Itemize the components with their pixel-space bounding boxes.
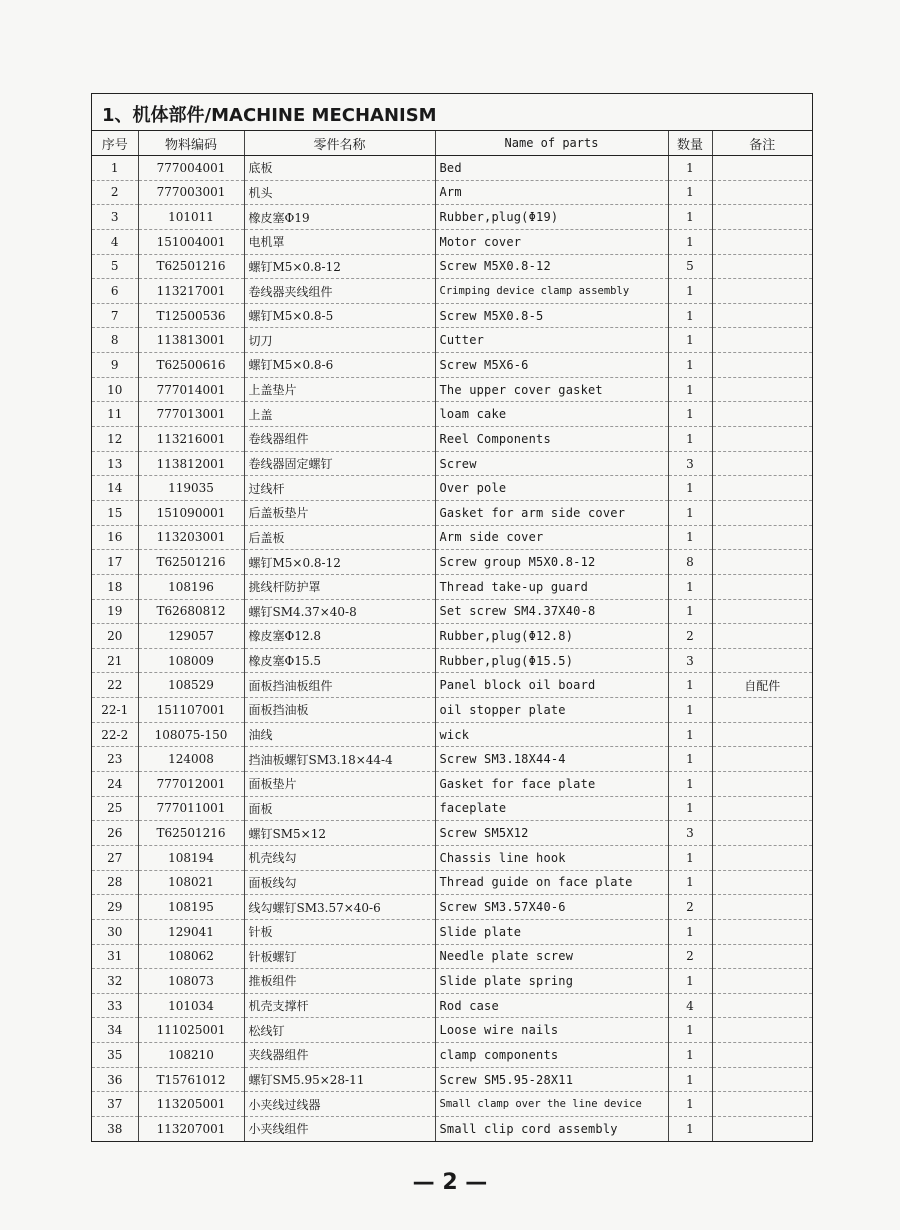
cell-qty: 3	[668, 821, 712, 846]
cell-code: 108210	[138, 1043, 244, 1068]
cell-qty: 1	[668, 229, 712, 254]
cell-note	[712, 1116, 812, 1140]
cell-code: 113207001	[138, 1116, 244, 1140]
cell-note	[712, 451, 812, 476]
cell-note	[712, 870, 812, 895]
cell-code: 777014001	[138, 377, 244, 402]
cell-cn-name: 面板挡油板组件	[244, 673, 435, 698]
cell-en-name: Screw M5X0.8-5	[435, 303, 668, 328]
cell-cn-name: 挑线杆防护罩	[244, 574, 435, 599]
cell-en-name: Rod case	[435, 993, 668, 1018]
cell-en-name: Screw SM5.95-28X11	[435, 1067, 668, 1092]
cell-no: 34	[92, 1018, 138, 1043]
cell-qty: 1	[668, 1067, 712, 1092]
cell-no: 24	[92, 772, 138, 797]
cell-en-name: Arm	[435, 180, 668, 205]
cell-cn-name: 橡皮塞Φ12.8	[244, 624, 435, 649]
cell-cn-name: 螺钉SM4.37×40-8	[244, 599, 435, 624]
cell-note	[712, 427, 812, 452]
cell-cn-name: 后盖板垫片	[244, 500, 435, 525]
cell-cn-name: 橡皮塞Φ19	[244, 205, 435, 230]
cell-note	[712, 156, 812, 181]
table-row	[92, 254, 812, 279]
cell-cn-name: 卷线器组件	[244, 427, 435, 452]
cell-note	[712, 747, 812, 772]
cell-en-name: Screw	[435, 451, 668, 476]
cell-qty: 1	[668, 599, 712, 624]
cell-note	[712, 476, 812, 501]
cell-note	[712, 279, 812, 304]
cell-code: T15761012	[138, 1067, 244, 1092]
cell-note	[712, 254, 812, 279]
table-row	[92, 180, 812, 205]
table-row	[92, 944, 812, 969]
cell-no: 5	[92, 254, 138, 279]
cell-cn-name: 电机罩	[244, 229, 435, 254]
cell-en-name: Screw M5X6-6	[435, 353, 668, 378]
cell-code: T62500616	[138, 353, 244, 378]
table-row	[92, 525, 812, 550]
cell-no: 27	[92, 845, 138, 870]
header-no: 序号	[92, 131, 138, 156]
cell-no: 15	[92, 500, 138, 525]
cell-en-name: Small clip cord assembly	[435, 1116, 668, 1140]
cell-qty: 1	[668, 180, 712, 205]
cell-qty: 8	[668, 550, 712, 575]
cell-cn-name: 针板螺钉	[244, 944, 435, 969]
table-row	[92, 722, 812, 747]
cell-qty: 1	[668, 303, 712, 328]
cell-qty: 2	[668, 624, 712, 649]
cell-en-name: Cutter	[435, 328, 668, 353]
cell-note	[712, 895, 812, 920]
cell-cn-name: 切刀	[244, 328, 435, 353]
cell-no: 8	[92, 328, 138, 353]
cell-code: 108194	[138, 845, 244, 870]
table-row	[92, 353, 812, 378]
cell-en-name: loam cake	[435, 402, 668, 427]
cell-qty: 1	[668, 919, 712, 944]
table-row	[92, 1092, 812, 1117]
cell-note	[712, 1067, 812, 1092]
cell-note	[712, 772, 812, 797]
cell-qty: 1	[668, 156, 712, 181]
parts-table	[92, 131, 812, 1141]
cell-qty: 3	[668, 451, 712, 476]
cell-no: 1	[92, 156, 138, 181]
table-row	[92, 747, 812, 772]
table-row	[92, 550, 812, 575]
table-row	[92, 574, 812, 599]
table-row	[92, 870, 812, 895]
cell-en-name: Gasket for arm side cover	[435, 500, 668, 525]
cell-cn-name: 螺钉M5×0.8-12	[244, 254, 435, 279]
cell-cn-name: 松线钉	[244, 1018, 435, 1043]
cell-note	[712, 205, 812, 230]
table-row	[92, 599, 812, 624]
cell-en-name: Small clamp over the line device	[435, 1092, 668, 1117]
cell-en-name: Thread take-up guard	[435, 574, 668, 599]
cell-en-name: Rubber,plug(Φ19)	[435, 205, 668, 230]
table-row	[92, 698, 812, 723]
cell-no: 2	[92, 180, 138, 205]
cell-code: 108195	[138, 895, 244, 920]
table-row	[92, 772, 812, 797]
cell-no: 22-2	[92, 722, 138, 747]
cell-qty: 1	[668, 279, 712, 304]
parts-list-sheet	[91, 93, 813, 1142]
cell-code: 151090001	[138, 500, 244, 525]
cell-code: 113203001	[138, 525, 244, 550]
cell-code: 119035	[138, 476, 244, 501]
cell-qty: 1	[668, 870, 712, 895]
table-row	[92, 402, 812, 427]
cell-code: 777012001	[138, 772, 244, 797]
cell-qty: 1	[668, 1018, 712, 1043]
cell-note	[712, 944, 812, 969]
section-title: 1、机体部件/MACHINE MECHANISM	[92, 94, 812, 131]
cell-note	[712, 1018, 812, 1043]
cell-code: 777013001	[138, 402, 244, 427]
cell-code: 113205001	[138, 1092, 244, 1117]
cell-no: 7	[92, 303, 138, 328]
cell-qty: 1	[668, 845, 712, 870]
cell-no: 13	[92, 451, 138, 476]
cell-cn-name: 后盖板	[244, 525, 435, 550]
cell-code: T62501216	[138, 821, 244, 846]
cell-cn-name: 推板组件	[244, 969, 435, 994]
table-row	[92, 156, 812, 181]
table-row	[92, 648, 812, 673]
cell-no: 14	[92, 476, 138, 501]
cell-code: 108529	[138, 673, 244, 698]
cell-en-name: Screw SM3.18X44-4	[435, 747, 668, 772]
cell-code: T62501216	[138, 550, 244, 575]
cell-cn-name: 面板挡油板	[244, 698, 435, 723]
cell-en-name: Needle plate screw	[435, 944, 668, 969]
cell-code: 129057	[138, 624, 244, 649]
cell-no: 31	[92, 944, 138, 969]
cell-note	[712, 698, 812, 723]
cell-en-name: Arm side cover	[435, 525, 668, 550]
cell-qty: 1	[668, 205, 712, 230]
cell-qty: 1	[668, 1092, 712, 1117]
cell-en-name: The upper cover gasket	[435, 377, 668, 402]
cell-qty: 1	[668, 427, 712, 452]
cell-no: 16	[92, 525, 138, 550]
cell-no: 22-1	[92, 698, 138, 723]
cell-code: T62680812	[138, 599, 244, 624]
cell-code: 124008	[138, 747, 244, 772]
cell-cn-name: 螺钉M5×0.8-12	[244, 550, 435, 575]
cell-qty: 1	[668, 574, 712, 599]
cell-qty: 1	[668, 1116, 712, 1140]
cell-en-name: Screw M5X0.8-12	[435, 254, 668, 279]
cell-code: 113217001	[138, 279, 244, 304]
cell-cn-name: 小夹线过线器	[244, 1092, 435, 1117]
cell-code: 777003001	[138, 180, 244, 205]
cell-cn-name: 底板	[244, 156, 435, 181]
cell-code: 108075-150	[138, 722, 244, 747]
cell-en-name: Slide plate spring	[435, 969, 668, 994]
header-cn-name: 零件名称	[244, 131, 435, 156]
cell-cn-name: 机壳线勾	[244, 845, 435, 870]
cell-qty: 1	[668, 353, 712, 378]
cell-note	[712, 624, 812, 649]
cell-cn-name: 橡皮塞Φ15.5	[244, 648, 435, 673]
table-row	[92, 993, 812, 1018]
cell-note	[712, 845, 812, 870]
table-row	[92, 427, 812, 452]
cell-note	[712, 574, 812, 599]
cell-note	[712, 1043, 812, 1068]
cell-no: 25	[92, 796, 138, 821]
cell-qty: 1	[668, 772, 712, 797]
cell-en-name: Rubber,plug(Φ12.8)	[435, 624, 668, 649]
cell-en-name: Rubber,plug(Φ15.5)	[435, 648, 668, 673]
table-row	[92, 328, 812, 353]
cell-no: 4	[92, 229, 138, 254]
cell-note	[712, 377, 812, 402]
cell-cn-name: 上盖垫片	[244, 377, 435, 402]
table-row	[92, 969, 812, 994]
cell-code: 129041	[138, 919, 244, 944]
cell-code: 113216001	[138, 427, 244, 452]
cell-note	[712, 500, 812, 525]
cell-note	[712, 303, 812, 328]
cell-no: 38	[92, 1116, 138, 1140]
cell-cn-name: 针板	[244, 919, 435, 944]
cell-cn-name: 螺钉SM5×12	[244, 821, 435, 846]
cell-en-name: Loose wire nails	[435, 1018, 668, 1043]
cell-en-name: Crimping device clamp assembly	[435, 279, 668, 304]
table-row	[92, 303, 812, 328]
cell-no: 22	[92, 673, 138, 698]
cell-no: 36	[92, 1067, 138, 1092]
cell-code: 108062	[138, 944, 244, 969]
cell-en-name: Bed	[435, 156, 668, 181]
cell-code: 108021	[138, 870, 244, 895]
cell-note	[712, 525, 812, 550]
cell-note	[712, 969, 812, 994]
page-number: — 2 —	[412, 1170, 488, 1195]
cell-code: 777004001	[138, 156, 244, 181]
cell-no: 32	[92, 969, 138, 994]
cell-cn-name: 过线杆	[244, 476, 435, 501]
cell-qty: 2	[668, 944, 712, 969]
cell-note	[712, 648, 812, 673]
cell-en-name: faceplate	[435, 796, 668, 821]
table-row	[92, 673, 812, 698]
cell-note	[712, 180, 812, 205]
cell-code: T62501216	[138, 254, 244, 279]
cell-note	[712, 722, 812, 747]
cell-en-name: Motor cover	[435, 229, 668, 254]
cell-cn-name: 小夹线组件	[244, 1116, 435, 1140]
cell-en-name: Screw group M5X0.8-12	[435, 550, 668, 575]
cell-cn-name: 螺钉M5×0.8-5	[244, 303, 435, 328]
cell-cn-name: 螺钉SM5.95×28-11	[244, 1067, 435, 1092]
table-row	[92, 1043, 812, 1068]
cell-en-name: Reel Components	[435, 427, 668, 452]
cell-cn-name: 线勾螺钉SM3.57×40-6	[244, 895, 435, 920]
cell-note	[712, 599, 812, 624]
cell-cn-name: 卷线器夹线组件	[244, 279, 435, 304]
cell-note	[712, 821, 812, 846]
table-row	[92, 451, 812, 476]
cell-no: 37	[92, 1092, 138, 1117]
cell-en-name: oil stopper plate	[435, 698, 668, 723]
cell-code: 151004001	[138, 229, 244, 254]
cell-qty: 1	[668, 525, 712, 550]
table-row	[92, 1018, 812, 1043]
cell-cn-name: 油线	[244, 722, 435, 747]
cell-code: 108009	[138, 648, 244, 673]
header-qty: 数量	[668, 131, 712, 156]
cell-cn-name: 面板	[244, 796, 435, 821]
cell-no: 33	[92, 993, 138, 1018]
cell-no: 6	[92, 279, 138, 304]
cell-note	[712, 402, 812, 427]
cell-no: 29	[92, 895, 138, 920]
table-row	[92, 476, 812, 501]
cell-en-name: Over pole	[435, 476, 668, 501]
cell-no: 35	[92, 1043, 138, 1068]
cell-qty: 4	[668, 993, 712, 1018]
cell-no: 28	[92, 870, 138, 895]
table-header-row	[92, 131, 812, 156]
table-row	[92, 279, 812, 304]
table-row	[92, 1116, 812, 1140]
table-row	[92, 624, 812, 649]
header-note: 备注	[712, 131, 812, 156]
table-row	[92, 1067, 812, 1092]
cell-qty: 1	[668, 698, 712, 723]
cell-qty: 1	[668, 402, 712, 427]
cell-qty: 1	[668, 796, 712, 821]
cell-qty: 2	[668, 895, 712, 920]
cell-en-name: wick	[435, 722, 668, 747]
cell-en-name: Gasket for face plate	[435, 772, 668, 797]
cell-note	[712, 353, 812, 378]
cell-cn-name: 机壳支撑杆	[244, 993, 435, 1018]
cell-note	[712, 1092, 812, 1117]
header-en-name: Name of parts	[435, 131, 668, 156]
cell-no: 18	[92, 574, 138, 599]
cell-note	[712, 229, 812, 254]
cell-qty: 3	[668, 648, 712, 673]
cell-no: 19	[92, 599, 138, 624]
table-row	[92, 205, 812, 230]
cell-no: 12	[92, 427, 138, 452]
cell-qty: 1	[668, 673, 712, 698]
cell-qty: 1	[668, 476, 712, 501]
cell-cn-name: 机头	[244, 180, 435, 205]
cell-no: 21	[92, 648, 138, 673]
cell-cn-name: 上盖	[244, 402, 435, 427]
cell-no: 17	[92, 550, 138, 575]
cell-cn-name: 面板线勾	[244, 870, 435, 895]
cell-code: 113812001	[138, 451, 244, 476]
cell-en-name: Set screw SM4.37X40-8	[435, 599, 668, 624]
cell-no: 30	[92, 919, 138, 944]
cell-no: 11	[92, 402, 138, 427]
cell-en-name: Screw SM3.57X40-6	[435, 895, 668, 920]
cell-no: 3	[92, 205, 138, 230]
cell-cn-name: 夹线器组件	[244, 1043, 435, 1068]
table-row	[92, 377, 812, 402]
cell-no: 26	[92, 821, 138, 846]
cell-en-name: clamp components	[435, 1043, 668, 1068]
cell-note	[712, 919, 812, 944]
cell-no: 20	[92, 624, 138, 649]
cell-qty: 1	[668, 500, 712, 525]
table-row	[92, 845, 812, 870]
cell-note: 自配件	[712, 673, 812, 698]
cell-cn-name: 卷线器固定螺钉	[244, 451, 435, 476]
cell-code: 108196	[138, 574, 244, 599]
cell-cn-name: 面板垫片	[244, 772, 435, 797]
cell-qty: 1	[668, 969, 712, 994]
cell-note	[712, 550, 812, 575]
cell-code: 108073	[138, 969, 244, 994]
table-row	[92, 919, 812, 944]
cell-no: 23	[92, 747, 138, 772]
table-row	[92, 796, 812, 821]
cell-code: T12500536	[138, 303, 244, 328]
cell-no: 9	[92, 353, 138, 378]
cell-cn-name: 螺钉M5×0.8-6	[244, 353, 435, 378]
cell-en-name: Panel block oil board	[435, 673, 668, 698]
cell-en-name: Slide plate	[435, 919, 668, 944]
cell-code: 113813001	[138, 328, 244, 353]
table-row	[92, 895, 812, 920]
cell-en-name: Thread guide on face plate	[435, 870, 668, 895]
cell-en-name: Screw SM5X12	[435, 821, 668, 846]
cell-no: 10	[92, 377, 138, 402]
cell-qty: 1	[668, 1043, 712, 1068]
cell-code: 151107001	[138, 698, 244, 723]
cell-note	[712, 328, 812, 353]
table-row	[92, 229, 812, 254]
table-row	[92, 500, 812, 525]
cell-note	[712, 993, 812, 1018]
table-row	[92, 821, 812, 846]
header-code: 物料编码	[138, 131, 244, 156]
cell-cn-name: 挡油板螺钉SM3.18×44-4	[244, 747, 435, 772]
cell-qty: 1	[668, 377, 712, 402]
cell-note	[712, 796, 812, 821]
cell-qty: 1	[668, 328, 712, 353]
cell-code: 111025001	[138, 1018, 244, 1043]
parts-table-body	[92, 156, 812, 1141]
cell-code: 101011	[138, 205, 244, 230]
cell-qty: 1	[668, 722, 712, 747]
cell-qty: 1	[668, 747, 712, 772]
cell-en-name: Chassis line hook	[435, 845, 668, 870]
cell-code: 101034	[138, 993, 244, 1018]
cell-qty: 5	[668, 254, 712, 279]
cell-code: 777011001	[138, 796, 244, 821]
